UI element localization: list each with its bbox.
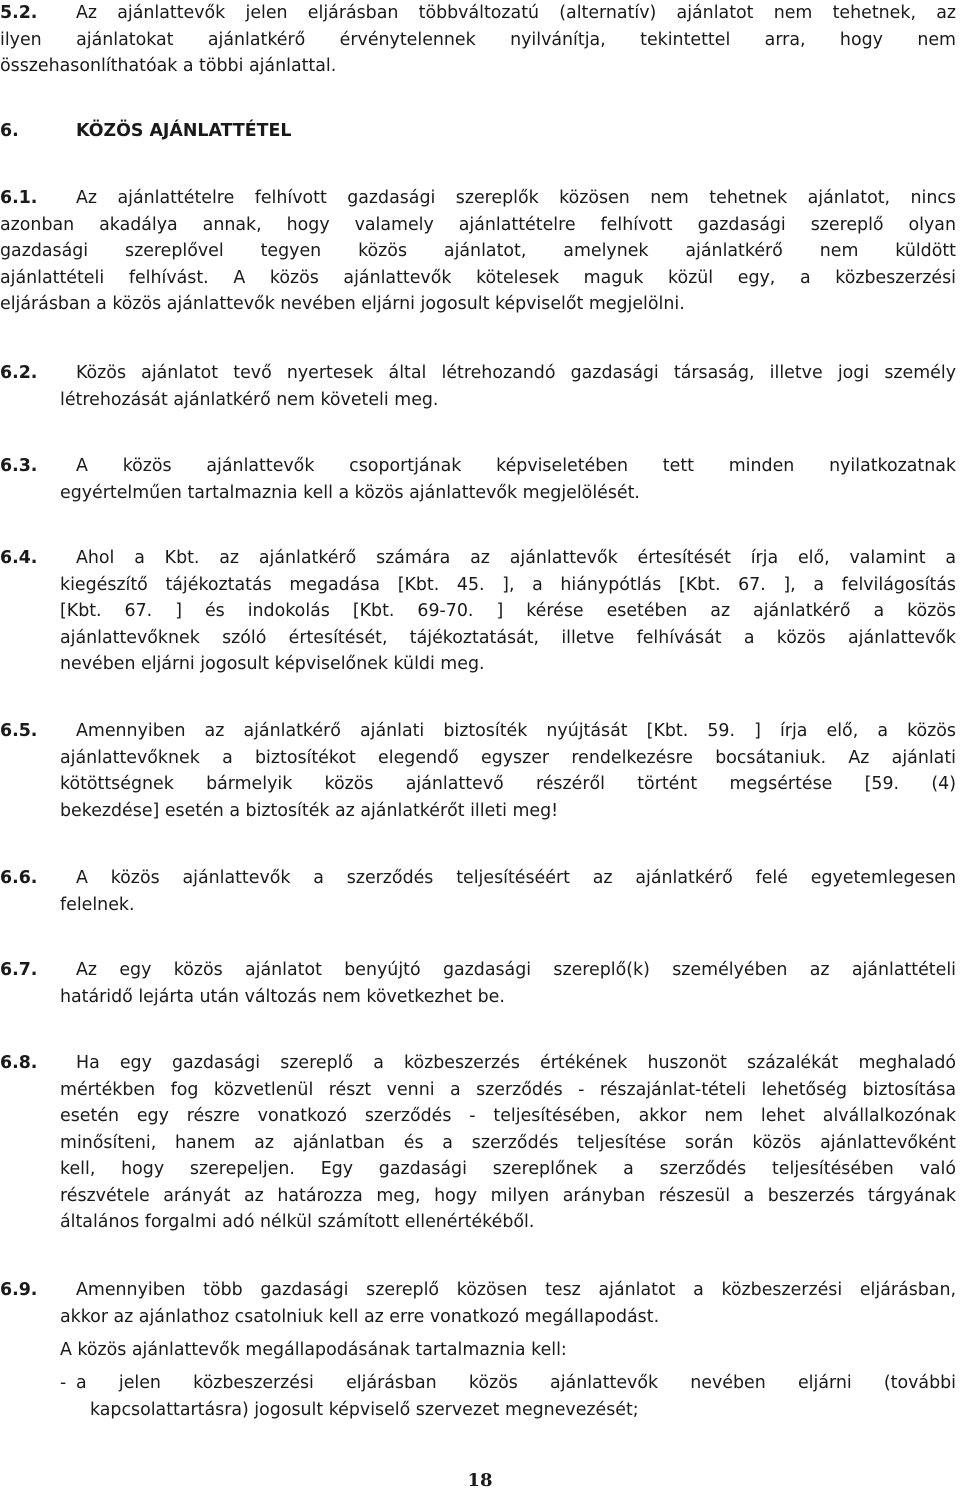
agreement-intro: A közös ajánlattevők megállapodásának tartalmaznia kell: <box>60 1340 567 1360</box>
page-number: 18 <box>467 1470 493 1491</box>
paragraph-line: ilyen ajánlatokat ajánlatkérő érvénytelennek nyilvánítja, tekintettel arra, hogy nem <box>0 29 956 50</box>
section-number: 5.2. <box>0 3 38 23</box>
paragraph-line: minősíteni, hanem az ajánlatban és a szerződés teljesítése során közös ajánlattevőként <box>60 1132 956 1153</box>
paragraph-line: felelnek. <box>60 894 135 915</box>
section-number: 6.1. <box>0 188 38 208</box>
paragraph-line: esetén egy részre vonatkozó szerződés - teljesítésében, akkor nem lehet alvállalkozónak <box>60 1106 956 1126</box>
section-number: 6.2. <box>0 363 38 383</box>
section-number: 6.4. <box>0 548 38 568</box>
section-5-2 <box>0 0 956 80</box>
paragraph-line: kötöttségnek bármelyik közös ajánlattevő részéről történt megsértése [59. (4) <box>60 774 956 794</box>
paragraph-line: kell, hogy szerepeljen. Egy gazdasági szereplőnek a szerződés teljesítésében való <box>60 1159 956 1179</box>
section-heading-6 <box>0 118 291 145</box>
paragraph-line: azonban akadálya annak, hogy valamely ajánlattételre felhívott gazdasági szereplő olyan <box>0 214 956 235</box>
paragraph-line: [Kbt. 67. ] és indokolás [Kbt. 69-70. ] kérése esetében az ajánlatkérő a közös <box>60 601 956 621</box>
paragraph-line: ajánlattevőknek szóló értesítését, tájékoztatását, illetve felhívását a közös ajánlattevők <box>60 627 956 648</box>
list-item-line: a jelen közbeszerzési eljárásban közös ajánlattevők nevében eljárni (további <box>76 1373 956 1393</box>
section-6-4 <box>0 545 956 678</box>
section-6-9 <box>0 1277 956 1330</box>
paragraph-line: A közös ajánlattevők a szerződés teljesítéséért az ajánlatkérő felé egyetemlegesen <box>76 868 956 888</box>
list-item-line: kapcsolattartásra) jogosult képviselő szervezet megnevezését; <box>90 1399 639 1420</box>
paragraph-line: Amennyiben több gazdasági szereplő közösen tesz ajánlatot a közbeszerzési eljárásban, <box>76 1280 956 1300</box>
paragraph-line: Az egy közös ajánlatot benyújtó gazdasági szereplő(k) személyében az ajánlattételi <box>76 960 956 980</box>
section-6-2 <box>0 360 956 413</box>
paragraph-line: eljárásban a közös ajánlattevők nevében eljárni jogosult képviselőt megjelölni. <box>0 294 685 314</box>
section-6-6 <box>0 865 956 918</box>
paragraph-line: Amennyiben az ajánlatkérő ajánlati biztosíték nyújtását [Kbt. 59. ] írja elő, a közös <box>76 721 956 741</box>
section-number: 6.3. <box>0 456 38 476</box>
paragraph-line: összehasonlíthatóak a többi ajánlattal. <box>0 56 337 76</box>
paragraph-line: mértékben fog közvetlenül részt venni a szerződés - részajánlat-tételi lehetőség biztosítása <box>60 1079 956 1100</box>
paragraph-line: ajánlattevőknek a biztosítékot elegendő egyszer rendelkezésre bocsátaniuk. Az ajánlati <box>60 747 956 768</box>
paragraph-line: bekezdése] esetén a biztosíték az ajánlatkérőt illeti meg! <box>60 800 559 821</box>
bullet-dash: - <box>60 1373 67 1393</box>
section-6-5 <box>0 718 956 824</box>
paragraph-line: Ha egy gazdasági szereplő a közbeszerzés értékének huszonöt százalékát meghaladó <box>76 1053 956 1073</box>
paragraph-line: Ahol a Kbt. az ajánlatkérő számára az ajánlattevők értesítését írja elő, valamint a <box>76 548 956 568</box>
section-number: 6.8. <box>0 1053 38 1073</box>
section-6-1 <box>0 185 956 318</box>
section-6-8 <box>0 1050 956 1236</box>
paragraph-line: Az ajánlattevők jelen eljárásban többváltozatú (alternatív) ajánlatot nem tehetnek, az <box>76 3 956 23</box>
paragraph-line: létrehozását ajánlatkérő nem követeli meg. <box>60 389 439 410</box>
section-number: 6.6. <box>0 868 38 888</box>
heading-title: KÖZÖS AJÁNLATTÉTEL <box>76 121 292 141</box>
paragraph-line: részvétele arányát az határozza meg, hogy milyen arányban részesül a beszerzés tárgyának <box>60 1185 956 1206</box>
section-number: 6.5. <box>0 721 38 741</box>
list-item <box>60 1370 956 1423</box>
paragraph-line: kiegészítő tájékoztatás megadása [Kbt. 45. ], a hiánypótlás [Kbt. 67. ], a felvilágosítás <box>60 574 956 595</box>
section-number: 6.7. <box>0 960 38 980</box>
section-number: 6.9. <box>0 1280 38 1300</box>
section-6-3 <box>0 453 956 506</box>
heading-number: 6. <box>0 121 19 141</box>
paragraph-line: gazdasági szereplővel tegyen közös ajánlatot, amelynek ajánlatkérő nem küldött <box>0 241 956 261</box>
paragraph-line: Az ajánlattételre felhívott gazdasági szereplők közösen nem tehetnek ajánlatot, nincs <box>76 188 956 208</box>
paragraph-line: egyértelműen tartalmaznia kell a közös ajánlattevők megjelölését. <box>60 482 640 503</box>
paragraph-line: határidő lejárta után változás nem következhet be. <box>60 986 505 1007</box>
paragraph-line: ajánlattételi felhívást. A közös ajánlattevők kötelesek maguk közül egy, a közbeszerzési <box>0 267 956 288</box>
paragraph-line: nevében eljárni jogosult képviselőnek küldi meg. <box>60 654 485 674</box>
paragraph-line: A közös ajánlattevők csoportjának képviseletében tett minden nyilatkozatnak <box>76 456 956 476</box>
paragraph-line: általános forgalmi adó nélkül számított ellenértékéből. <box>60 1212 535 1232</box>
section-6-7 <box>0 957 956 1010</box>
paragraph-line: Közös ajánlatot tevő nyertesek által létrehozandó gazdasági társaság, illetve jogi személy <box>76 363 956 383</box>
paragraph-line: akkor az ajánlathoz csatolniuk kell az erre vonatkozó megállapodást. <box>60 1306 660 1327</box>
